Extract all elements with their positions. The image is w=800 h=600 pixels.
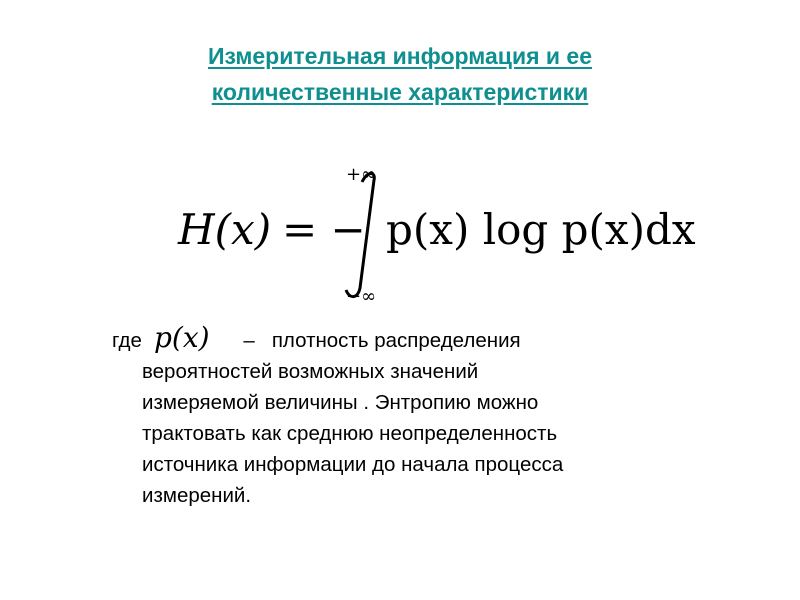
entropy-formula-svg <box>170 160 696 310</box>
slide-title-line-1: Измерительная информация и ее <box>207 43 593 69</box>
description-line-2: вероятностей возможных значений <box>142 360 479 383</box>
slide-title-line-2: количественные характеристики <box>211 79 589 105</box>
inline-px-svg <box>148 321 238 355</box>
slide-title <box>0 38 800 110</box>
description-prefix: где <box>112 329 142 352</box>
formula-equals: = − <box>282 205 366 254</box>
description-line-5: источника информации до начала процесса <box>142 453 564 476</box>
entropy-formula <box>170 160 696 310</box>
description-line-1 <box>112 321 712 356</box>
description-line-4: трактовать как среднюю неопределенность <box>142 422 558 445</box>
description-line-3: измеряемой величины . Энтропию можно <box>142 391 539 414</box>
formula-lhs: H(x) <box>178 205 272 254</box>
description-text <box>112 321 712 511</box>
formula-integrand: p(x) log p(x)dx <box>386 205 696 254</box>
description-line-6: измерений. <box>142 484 252 507</box>
description-dash: – <box>243 329 255 352</box>
description-line-1-rest: плотность распределения <box>271 329 521 352</box>
formula-lower-limit: −∞ <box>346 286 377 307</box>
inline-px-formula <box>148 321 238 354</box>
inline-px-symbol: p(x) <box>153 321 210 354</box>
formula-upper-limit: +∞ <box>346 164 377 185</box>
